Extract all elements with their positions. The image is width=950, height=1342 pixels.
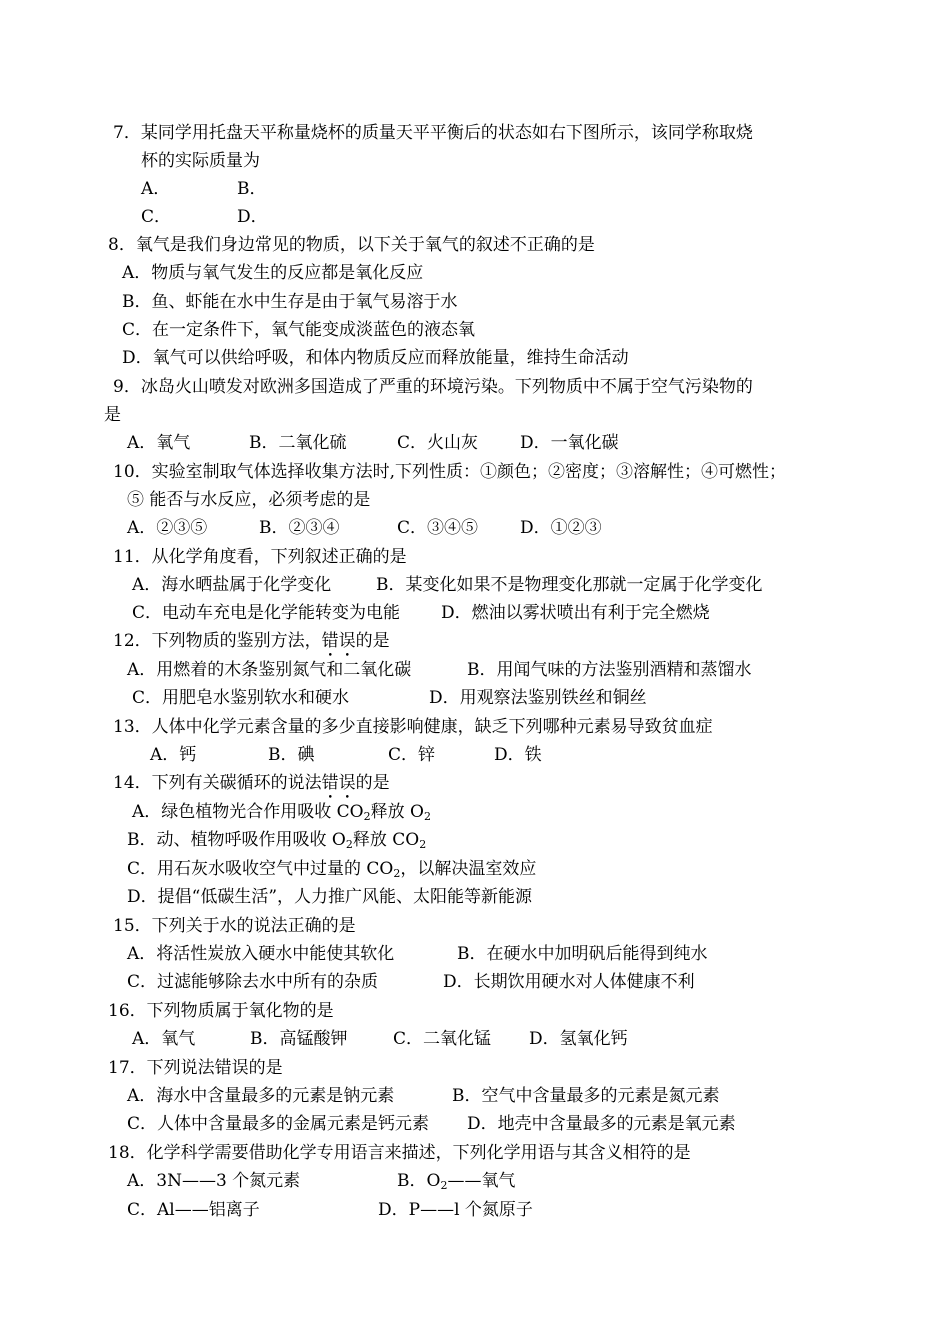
question-13-option-c: C．锌 (388, 745, 436, 765)
question-16-option-a: A．氧气 (132, 1029, 196, 1049)
question-12-stem: 12．下列物质的鉴别方法，错误的是 (113, 631, 390, 651)
question-12-option-a: A．用燃着的木条鉴别氮气和二氧化碳 (127, 660, 412, 680)
question-16-option-c: C．二氧化锰 (393, 1029, 492, 1049)
question-17-stem: 17．下列说法错误的是 (108, 1058, 283, 1078)
question-8-option-a: A．物质与氧气发生的反应都是氧化反应 (122, 263, 424, 283)
question-8-stem: 8．氧气是我们身边常见的物质，以下关于氧气的叙述不正确的是 (108, 235, 595, 255)
emphasis-mark-text: 错误 (321, 631, 356, 651)
question-16-option-b: B．高锰酸钾 (250, 1029, 348, 1049)
question-10-stem-line-1: 10．实验室制取气体选择收集方法时,下列性质：①颜色；②密度；③溶解性；④可燃性； (113, 462, 787, 482)
question-12-option-c: C．用肥皂水鉴别软水和硬水 (132, 688, 350, 708)
question-16-stem: 16．下列物质属于氧化物的是 (108, 1001, 334, 1021)
question-13-option-d: D．铁 (494, 745, 542, 765)
question-15-option-d: D．长期饮用硬水对人体健康不利 (443, 972, 695, 992)
emphasis-mark-text: 错误 (321, 773, 356, 793)
question-15-stem: 15．下列关于水的说法正确的是 (113, 916, 356, 936)
question-9-option-c: C．火山灰 (397, 433, 479, 453)
question-14-option-a: A．绿色植物光合作用吸收 $CO_2$释放 $O_2$ (132, 802, 431, 823)
question-7-option-c: C． (141, 207, 172, 227)
question-13-stem: 13．人体中化学元素含量的多少直接影响健康，缺乏下列哪种元素易导致贫血症 (113, 717, 713, 737)
question-17-option-d: D．地壳中含量最多的元素是氧元素 (467, 1114, 736, 1134)
question-9-option-a: A．氧气 (127, 433, 191, 453)
question-18-option-a: A．3N——3 个氮元素 (127, 1171, 301, 1191)
question-8-option-b: B．鱼、虾能在水中生存是由于氧气易溶于水 (122, 292, 458, 312)
question-11-option-b: B．某变化如果不是物理变化那就一定属于化学变化 (376, 575, 763, 595)
question-12-option-d: D．用观察法鉴别铁丝和铜丝 (429, 688, 647, 708)
question-10-option-d: D．①②③ (520, 518, 602, 538)
question-11-option-d: D．燃油以雾状喷出有利于完全燃烧 (441, 603, 710, 623)
question-12-option-b: B．用闻气味的方法鉴别酒精和蒸馏水 (467, 660, 752, 680)
question-8-option-d: D．氧气可以供给呼吸，和体内物质反应而释放能量，维持生命活动 (122, 348, 629, 368)
question-7-option-d: D． (237, 207, 268, 227)
question-14-stem: 14．下列有关碳循环的说法错误的是 (113, 773, 390, 793)
question-9-stem-line-1: 9．冰岛火山喷发对欧洲多国造成了严重的环境污染。下列物质中不属于空气污染物的 (113, 377, 753, 397)
question-15-option-c: C．过滤能够除去水中所有的杂质 (127, 972, 379, 992)
question-13-option-a: A．钙 (150, 745, 197, 765)
question-10-stem-line-2: ⑤ 能否与水反应，必须考虑的是 (127, 490, 371, 510)
question-10-option-b: B．②③④ (259, 518, 340, 538)
question-11-option-a: A．海水晒盐属于化学变化 (132, 575, 332, 595)
question-13-option-b: B．碘 (268, 745, 315, 765)
question-15-option-a: A．将活性炭放入硬水中能使其软化 (127, 944, 395, 964)
question-16-option-d: D．氢氧化钙 (529, 1029, 628, 1049)
question-11-stem: 11．从化学角度看，下列叙述正确的是 (113, 547, 407, 567)
question-7-stem-line-2: 杯的实际质量为 (141, 151, 260, 171)
question-14-option-b: B．动、植物呼吸作用吸收 $O_2$释放 $CO_2$ (127, 830, 427, 851)
question-10-option-a: A．②③⑤ (127, 518, 208, 538)
question-18-stem: 18．化学科学需要借助化学专用语言来描述，下列化学用语与其含义相符的是 (108, 1143, 691, 1163)
question-9-stem-line-2: 是 (104, 405, 121, 425)
question-18-option-b: B．$O_2——$氧气 (397, 1171, 516, 1192)
question-8-option-c: C．在一定条件下，氧气能变成淡蓝色的液态氧 (122, 320, 476, 340)
question-18-option-c: C．Al——铝离子 (127, 1200, 260, 1220)
question-10-option-c: C．③④⑤ (397, 518, 479, 538)
question-14-option-c: C．用石灰水吸收空气中过量的 $CO_2$，以解决温室效应 (127, 859, 537, 880)
question-9-option-d: D．一氧化碳 (520, 433, 619, 453)
question-18-option-d: D．P——l 个氮原子 (378, 1200, 533, 1220)
question-9-option-b: B．二氧化硫 (249, 433, 347, 453)
question-7-stem-line-1: 7．某同学用托盘天平称量烧杯的质量天平平衡后的状态如右下图所示，该同学称取烧 (113, 123, 753, 143)
question-17-option-c: C．人体中含量最多的金属元素是钙元素 (127, 1114, 430, 1134)
question-7-option-b: B． (237, 179, 267, 199)
question-7-option-a: A． (141, 179, 171, 199)
question-17-option-a: A．海水中含量最多的元素是钠元素 (127, 1086, 395, 1106)
question-14-option-d: D．提倡“低碳生活”，人力推广风能、太阳能等新能源 (127, 887, 533, 907)
question-15-option-b: B．在硬水中加明矾后能得到纯水 (457, 944, 708, 964)
question-11-option-c: C．电动车充电是化学能转变为电能 (132, 603, 401, 623)
question-17-option-b: B．空气中含量最多的元素是氮元素 (452, 1086, 720, 1106)
